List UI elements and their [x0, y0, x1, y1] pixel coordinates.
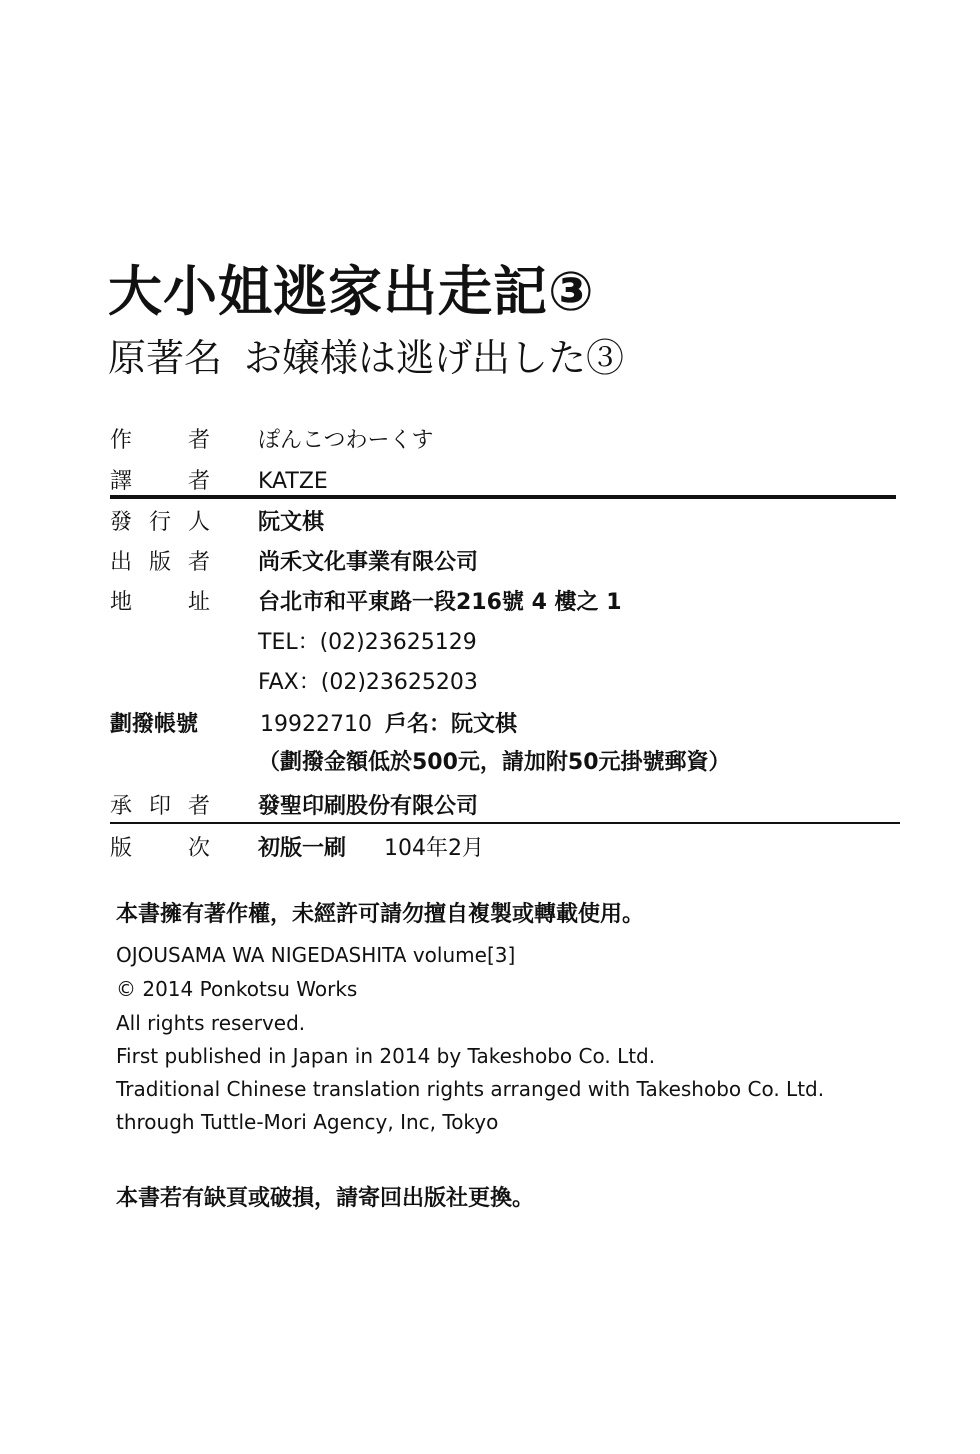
account-note: （劃撥金額低於500元，請加附50元掛號郵資）: [258, 750, 731, 775]
printer-value: 發聖印刷股份有限公司: [258, 794, 479, 819]
account-number: 19922710: [260, 712, 372, 737]
issuer-value: 阮文棋: [258, 510, 325, 535]
rights-line: All rights reserved.: [116, 1011, 306, 1035]
author-label: 作 者: [110, 428, 210, 453]
copyright-notice-zh: 本書擁有著作權，未經許可請勿擅自複製或轉載使用。: [116, 902, 645, 927]
issuer-label: 發 行 人: [110, 510, 210, 535]
thin-divider: [110, 822, 900, 824]
printer-label: 承 印 者: [110, 794, 210, 819]
original-title-line: [108, 336, 624, 380]
edition-value: 初版一刷: [258, 836, 347, 861]
rights-line: OJOUSAMA WA NIGEDASHITA volume[3]: [116, 943, 516, 967]
account-label: 劃撥帳號: [110, 712, 199, 737]
original-title-label: 原著名: [108, 336, 223, 380]
fax: FAX：(02)23625203: [258, 670, 478, 695]
rights-line: © 2014 Ponkotsu Works: [116, 977, 358, 1001]
tel: TEL：(02)23625129: [258, 630, 477, 655]
edition-date: 104年2月: [384, 836, 484, 861]
translator-label: 譯 者: [110, 469, 210, 494]
thick-divider: [110, 495, 896, 499]
author-value: ぽんこつわーくす: [258, 428, 434, 453]
address-value: 台北市和平東路一段216號 4 樓之 1: [258, 590, 622, 615]
rights-line: First published in Japan in 2014 by Takeshobo Co. Ltd.: [116, 1044, 656, 1068]
edition-label: 版 次: [110, 836, 210, 861]
original-title: お嬢様は逃げ出した③: [244, 336, 625, 380]
rights-line: through Tuttle-Mori Agency, Inc, Tokyo: [116, 1110, 499, 1134]
address-label: 地 址: [110, 590, 210, 615]
defect-notice: 本書若有缺頁或破損，請寄回出版社更換。: [116, 1186, 535, 1211]
publisher-label: 出 版 者: [110, 550, 210, 575]
book-title: 大小姐逃家出走記③: [108, 260, 595, 323]
translator-value: KATZE: [258, 469, 328, 494]
account-holder: 戶名：阮文棋: [385, 712, 518, 737]
publisher-value: 尚禾文化事業有限公司: [258, 550, 479, 575]
rights-line: Traditional Chinese translation rights arranged with Takeshobo Co. Ltd.: [116, 1077, 825, 1101]
